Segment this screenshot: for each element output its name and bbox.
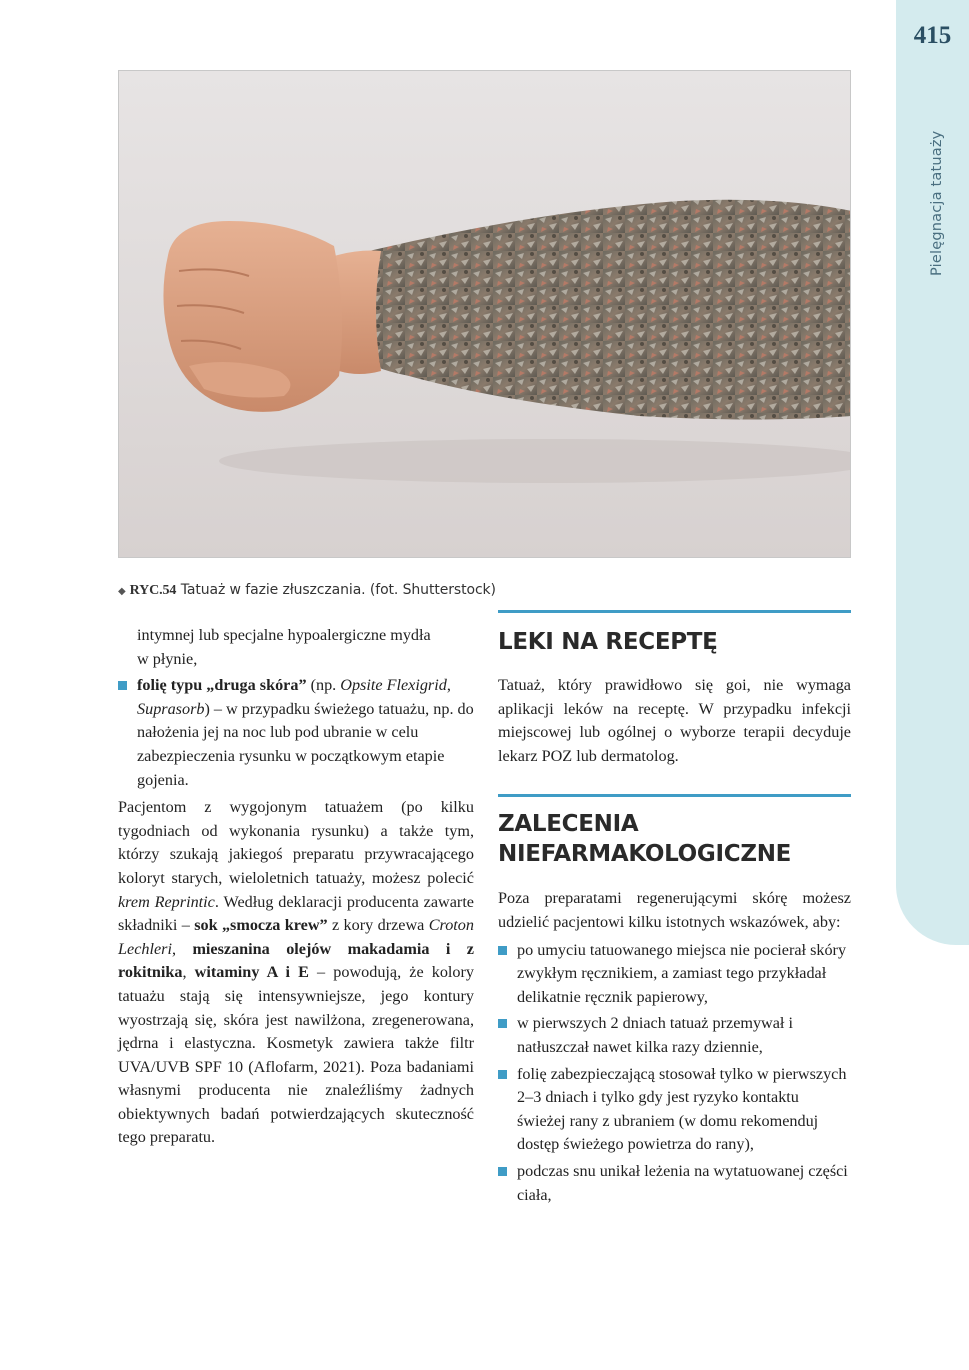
square-bullet-icon [498, 1167, 507, 1176]
figure-caption [118, 582, 496, 599]
list-item: podczas snu unikał leżenia na wytatuowanej części ciała, [498, 1160, 851, 1207]
caption-bullet-icon: ◆ [118, 586, 126, 597]
list-item: w pierwszych 2 dniach tatuaż przemywał i natłuszczał nawet kilka razy dziennie, [498, 1012, 851, 1059]
section-heading-prescription: LEKI NA RECEPTĘ [498, 629, 718, 655]
chapter-side-tab [896, 0, 969, 945]
body-paragraph: Pacjentom z wygojonym tatuażem (po kilku tygodniach od wykonania rysunku) a także tym, którzy szukają jakiegoś preparatu przywracającego koloryt starych, wieloletnich tatuaży, możesz polecić krem Reprintic. Według deklaracji producenta zawarte składniki – sok „smocza krew” z kory drzewa Croton Lechleri, mieszanina olejów makadamia i z rokitnika, witaminy A i E – powodują, że kolory tatuażu stają się intensywniejsze, jego kontury wyostrzają się, skóra jest nawilżona, zregenerowana, jędrna i elastyczna. Kosmetyk zawiera także filtr UVA/UVB SPF 10 (Aflofarm, 2021). Poza badaniami własnymi producenta nie znaleźliśmy żadnych obiektywnych badań potwierdzających skuteczność tego preparatu. [118, 798, 474, 1147]
section-heading-nonpharmacological: ZALECENIA NIEFARMAKOLOGICZNE [498, 811, 792, 868]
section-divider [498, 610, 851, 613]
square-bullet-icon [118, 681, 127, 690]
section-paragraph: Tatuaż, który prawidłowo się goi, nie wymaga aplikacji leków na receptę. W przypadku infekcji miejscowej lub ogólnej o wyborze terapii decyduje lekarz POZ lub dermatolog. [498, 676, 851, 765]
list-item: folię zabezpieczającą stosował tylko w pierwszych 2–3 dniach i tylko gdy jest ryzyko kontaktu świeżej rany z ubraniem (w domu rekomenduj dostęp świeżego powietrza do rany), [498, 1063, 851, 1157]
right-column [498, 610, 851, 1208]
left-column [118, 624, 474, 1150]
chapter-title: Pielęgnacja tatuaży [929, 130, 945, 276]
list-continuation: intymnej lub specjalne hypoalergiczne mydła w płynie, [137, 626, 431, 668]
square-bullet-icon [498, 946, 507, 955]
square-bullet-icon [498, 1070, 507, 1079]
square-bullet-icon [498, 1019, 507, 1028]
section-divider [498, 794, 851, 797]
advice-list [498, 939, 851, 1208]
list-item: folię typu „druga skóra” (np. Opsite Flexigrid, Suprasorb) – w przypadku świeżego tatuażu, np. do nałożenia jej na noc lub pod ubranie w celu zabezpieczenia rysunku w początkowym etapie gojenia. [118, 674, 474, 792]
section-paragraph: Poza preparatami regenerującymi skórę możesz udzielić pacjentowi kilku istotnych wskazówek, aby: [498, 889, 851, 931]
page-number: 415 [913, 22, 952, 49]
list-item: po umyciu tatuowanego miejsca nie pocierał skóry zwykłym ręcznikiem, a zamiast tego przykładał delikatnie ręcznik papierowy, [498, 939, 851, 1010]
figure-photo-tattooed-arm [118, 70, 851, 558]
figure-caption-text: Tatuaż w fazie złuszczania. (fot. Shutterstock) [180, 582, 496, 598]
figure-label: RYC.54 [129, 583, 177, 598]
